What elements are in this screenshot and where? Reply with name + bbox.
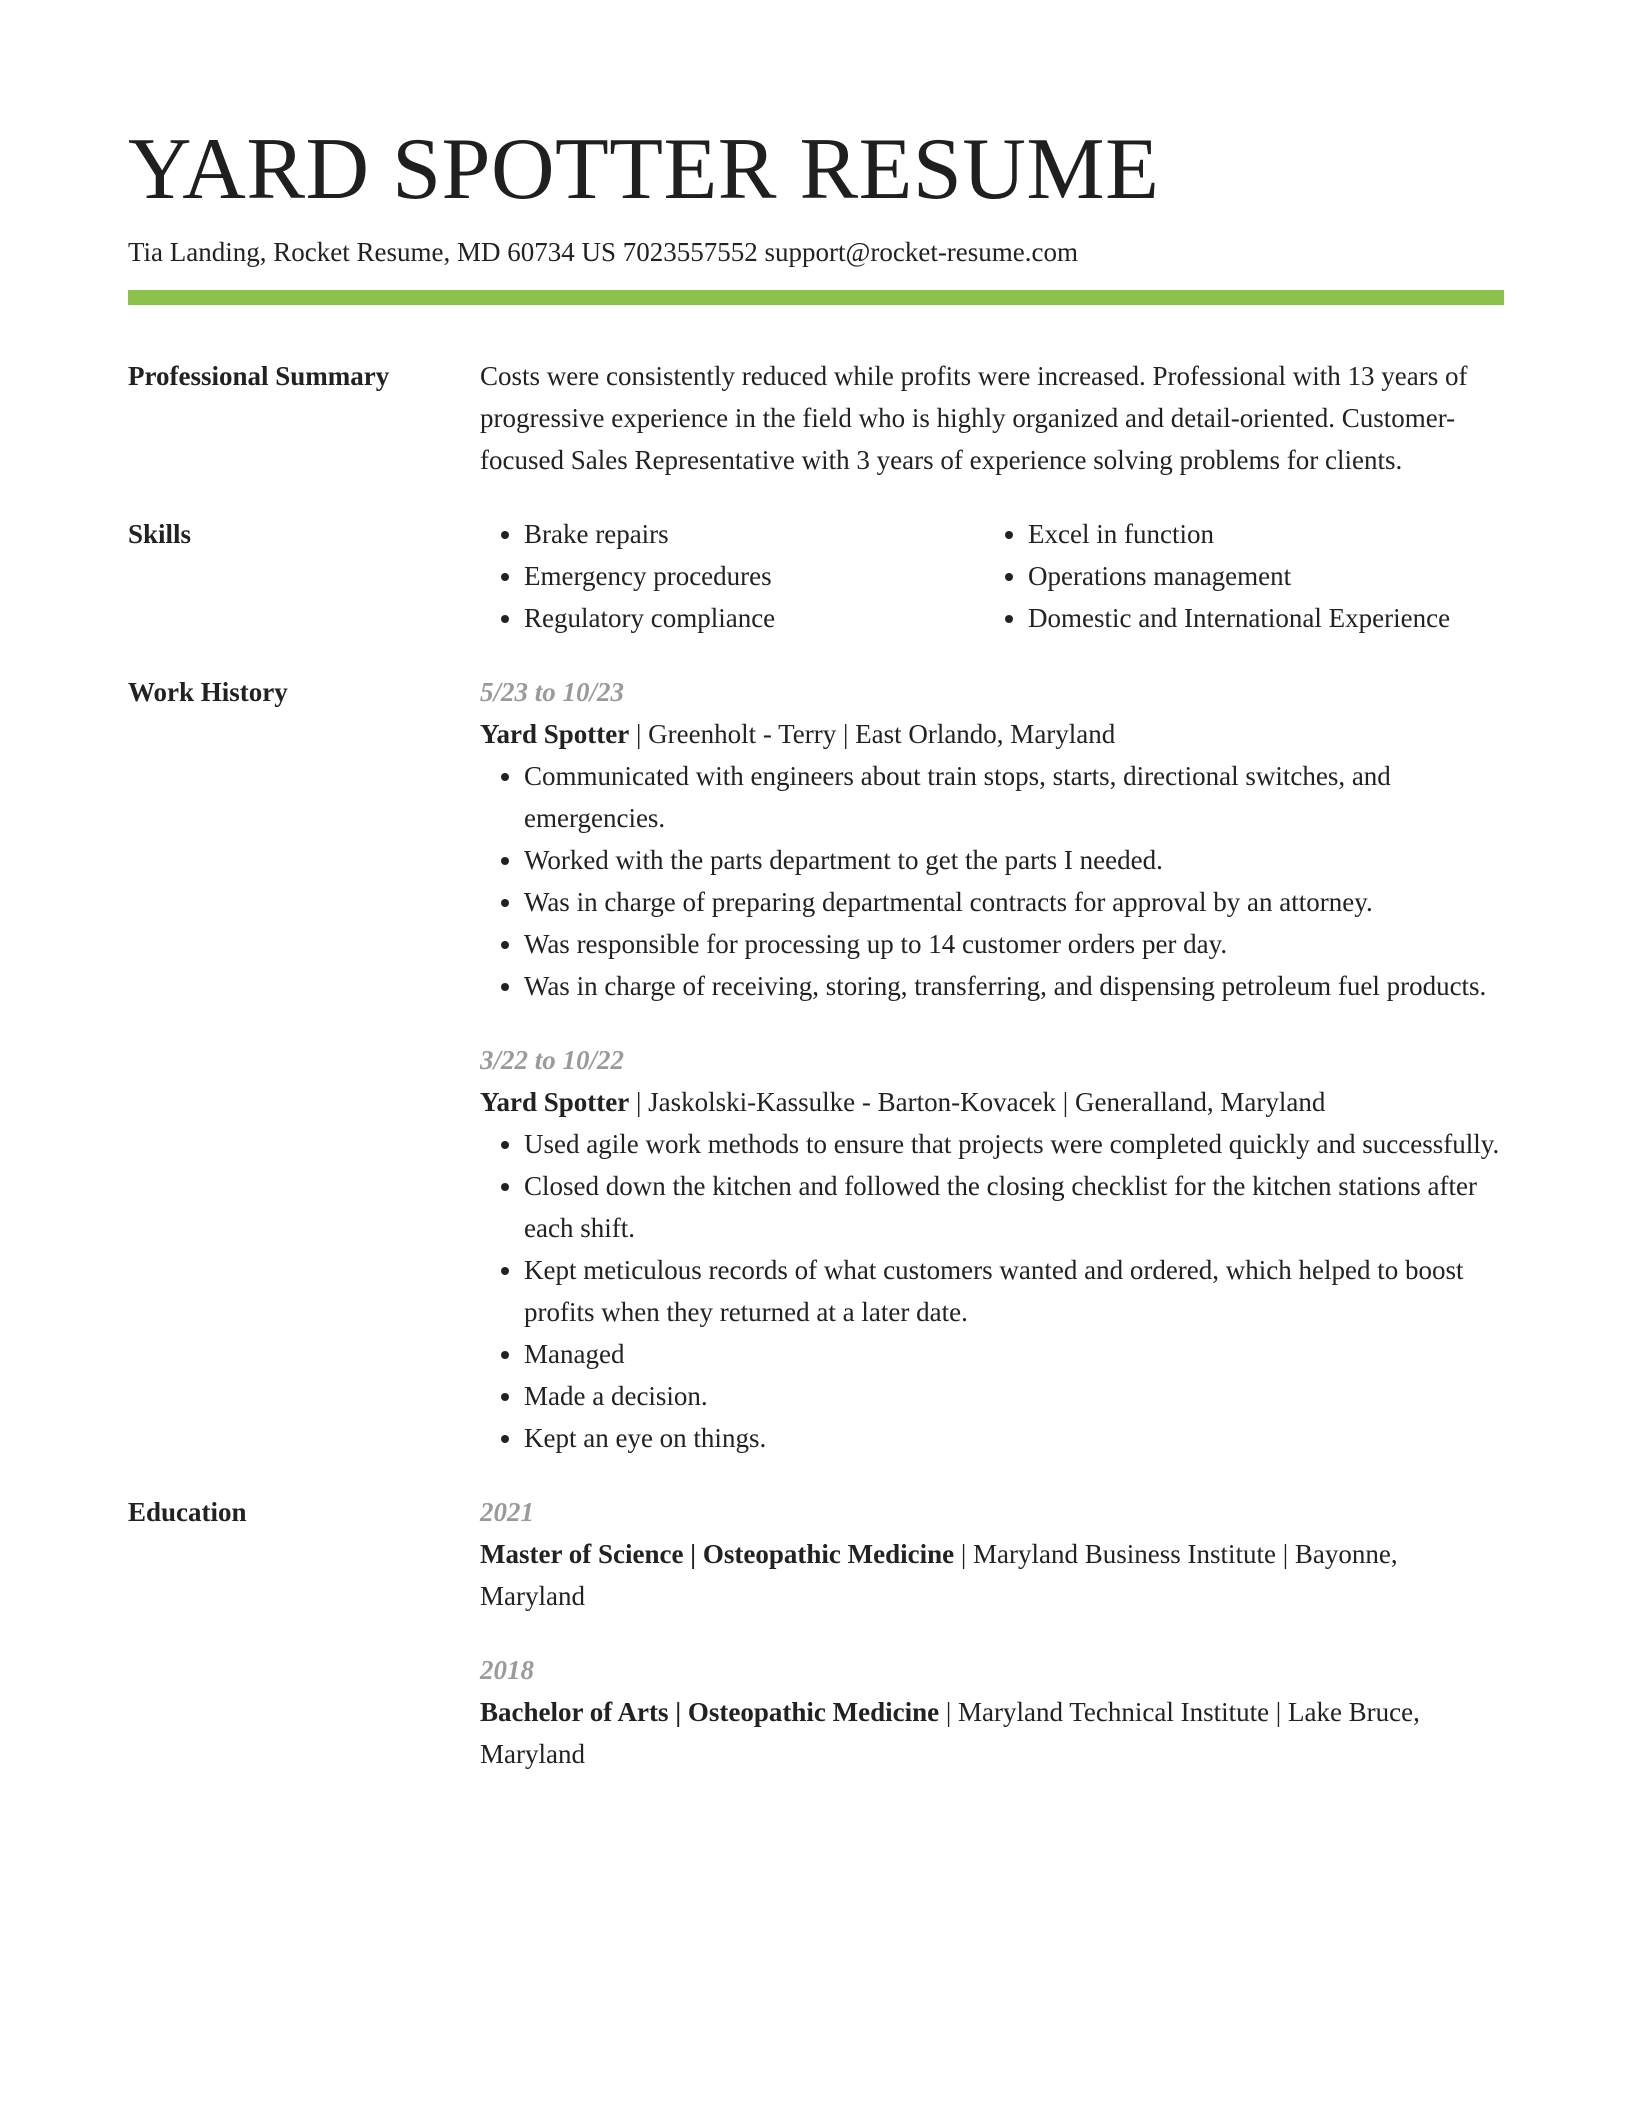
skill-item: • Regulatory compliance <box>524 597 984 639</box>
resume-title: YARD SPOTTER RESUME <box>128 121 1160 218</box>
skills-columns <box>480 513 1504 639</box>
job-bullet: • Was in charge of receiving, storing, transferring, and dispensing petroleum fuel products. <box>524 965 1504 1007</box>
skills-section <box>128 513 1504 639</box>
education-line <box>480 1691 1504 1775</box>
education-entry <box>480 1491 1504 1617</box>
skill-item: • Emergency procedures <box>524 555 984 597</box>
education-details: | Maryland Technical Institute | Lake Bruce, Maryland <box>480 1697 1420 1769</box>
job-bullet: • Communicated with engineers about train stops, starts, directional switches, and emergencies. <box>524 755 1504 839</box>
job-bullet: • Worked with the parts department to get the parts I needed. <box>524 839 1504 881</box>
skill-item: • Brake repairs <box>524 513 984 555</box>
job-details: | Jaskolski-Kassulke - Barton-Kovacek | Generalland, Maryland <box>629 1087 1326 1117</box>
job-bullet: • Closed down the kitchen and followed the closing checklist for the kitchen stations after each shift. <box>524 1165 1504 1249</box>
work-history-section <box>128 671 1504 1459</box>
skills-list-left <box>480 513 984 639</box>
section-label-summary: Professional Summary <box>128 361 390 391</box>
summary-body <box>480 355 1504 481</box>
job-entry <box>480 671 1504 1007</box>
education-year: 2018 <box>480 1655 534 1685</box>
skill-item: • Operations management <box>1028 555 1488 597</box>
section-label-work-history: Work History <box>128 677 288 707</box>
contact-line: Tia Landing, Rocket Resume, MD 60734 US 7023557552 support@rocket-resume.com <box>128 237 1079 267</box>
education-degree: Master of Science | Osteopathic Medicine <box>480 1539 955 1569</box>
job-bullet: • Was responsible for processing up to 14 customer orders per day. <box>524 923 1504 965</box>
skill-item: • Domestic and International Experience <box>1028 597 1488 639</box>
job-bullet: • Made a decision. <box>524 1375 1504 1417</box>
education-details: | Maryland Business Institute | Bayonne, Maryland <box>480 1539 1398 1611</box>
job-header <box>480 713 1504 755</box>
job-dates: 5/23 to 10/23 <box>480 677 625 707</box>
summary-section <box>128 355 1504 481</box>
job-bullet-list <box>480 755 1504 1007</box>
section-label-education: Education <box>128 1497 247 1527</box>
skill-item: • Excel in function <box>1028 513 1488 555</box>
education-line <box>480 1533 1504 1617</box>
skills-list-right <box>984 513 1488 639</box>
summary-text: Costs were consistently reduced while profits were increased. Professional with 13 years of progressive experience in the field who is highly organized and detail-oriented. Customer-focused Sales Representative with 3 years of experience solving problems for clients. <box>480 361 1468 475</box>
job-title: Yard Spotter <box>480 719 630 749</box>
job-bullet: • Was in charge of preparing departmental contracts for approval by an attorney. <box>524 881 1504 923</box>
job-bullet: • Managed <box>524 1333 1504 1375</box>
job-details: | Greenholt - Terry | East Orlando, Maryland <box>629 719 1116 749</box>
job-bullet-list <box>480 1123 1504 1459</box>
job-dates: 3/22 to 10/22 <box>480 1045 625 1075</box>
education-section <box>128 1491 1504 1775</box>
skills-body <box>480 513 1504 639</box>
job-bullet: • Kept an eye on things. <box>524 1417 1504 1459</box>
job-entry <box>480 1039 1504 1459</box>
job-bullet: • Used agile work methods to ensure that projects were completed quickly and successfully. <box>524 1123 1504 1165</box>
job-header <box>480 1081 1504 1123</box>
job-bullet: • Kept meticulous records of what customers wanted and ordered, which helped to boost profits when they returned at a later date. <box>524 1249 1504 1333</box>
education-body <box>480 1491 1504 1775</box>
accent-divider <box>128 290 1504 305</box>
work-history-body <box>480 671 1504 1459</box>
education-degree: Bachelor of Arts | Osteopathic Medicine <box>480 1697 940 1727</box>
education-year: 2021 <box>480 1497 534 1527</box>
job-title: Yard Spotter <box>480 1087 630 1117</box>
section-label-skills: Skills <box>128 519 192 549</box>
education-entry <box>480 1649 1504 1775</box>
